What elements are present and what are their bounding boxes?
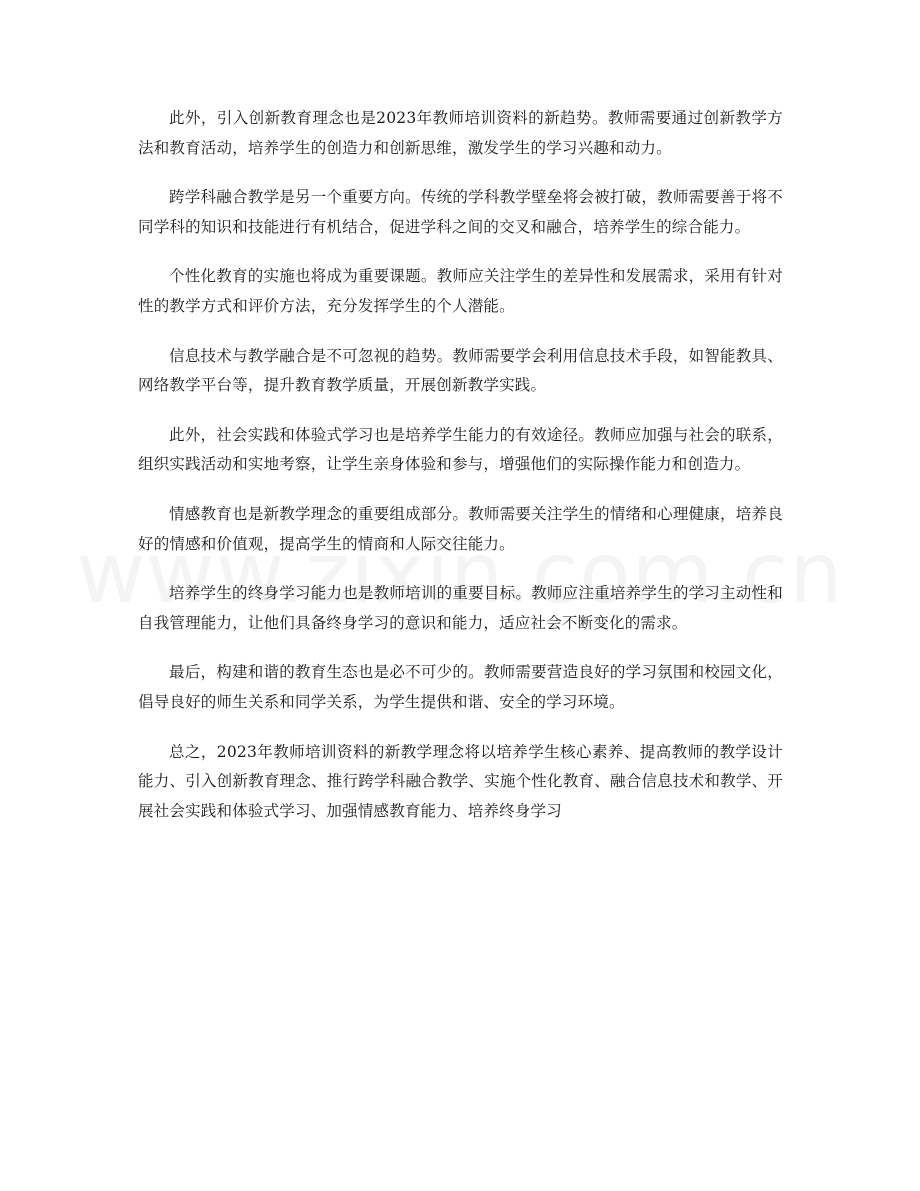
paragraph: 个性化教育的实施也将成为重要课题。教师应关注学生的差异性和发展需求，采用有针对性的教学方式和评价方法，充分发挥学生的个人潜能。 (138, 267, 783, 315)
paragraph: 跨学科融合教学是另一个重要方向。传统的学科教学壁垒将会被打破，教师需要善于将不同学科的知识和技能进行有机结合，促进学科之间的交叉和融合，培养学生的综合能力。 (138, 188, 783, 236)
paragraph: 总之，2023年教师培训资料的新教学理念将以培养学生核心素养、提高教师的教学设计能力、引入创新教育理念、推行跨学科融合教学、实施个性化教育、融合信息技术和教学、开展社会实践和体验式学习、加强情感教育能力、培养终身学习 (138, 742, 783, 820)
document-body (138, 104, 783, 846)
paragraph: 信息技术与教学融合是不可忽视的趋势。教师需要学会利用信息技术手段，如智能教具、网络教学平台等，提升教育教学质量，开展创新教学实践。 (138, 346, 783, 395)
paragraph: 情感教育也是新教学理念的重要组成部分。教师需要关注学生的情绪和心理健康，培养良好的情感和价值观，提高学生的情商和人际交往能力。 (138, 504, 783, 553)
paragraph: 此外，引入创新教育理念也是2023年教师培训资料的新趋势。教师需要通过创新教学方法和教育活动，培养学生的创造力和创新思维，激发学生的学习兴趣和动力。 (138, 109, 783, 157)
paragraph: 最后，构建和谐的教育生态也是必不可少的。教师需要营造良好的学习氛围和校园文化，倡导良好的师生关系和同学关系，为学生提供和谐、安全的学习环境。 (138, 663, 783, 711)
paragraph: 此外，社会实践和体验式学习也是培养学生能力的有效途径。教师应加强与社会的联系，组织实践活动和实地考察，让学生亲身体验和参与，增强他们的实际操作能力和创造力。 (138, 425, 783, 474)
paragraph: 培养学生的终身学习能力也是教师培训的重要目标。教师应注重培养学生的学习主动性和自我管理能力，让他们具备终身学习的意识和能力，适应社会不断变化的需求。 (138, 584, 783, 632)
